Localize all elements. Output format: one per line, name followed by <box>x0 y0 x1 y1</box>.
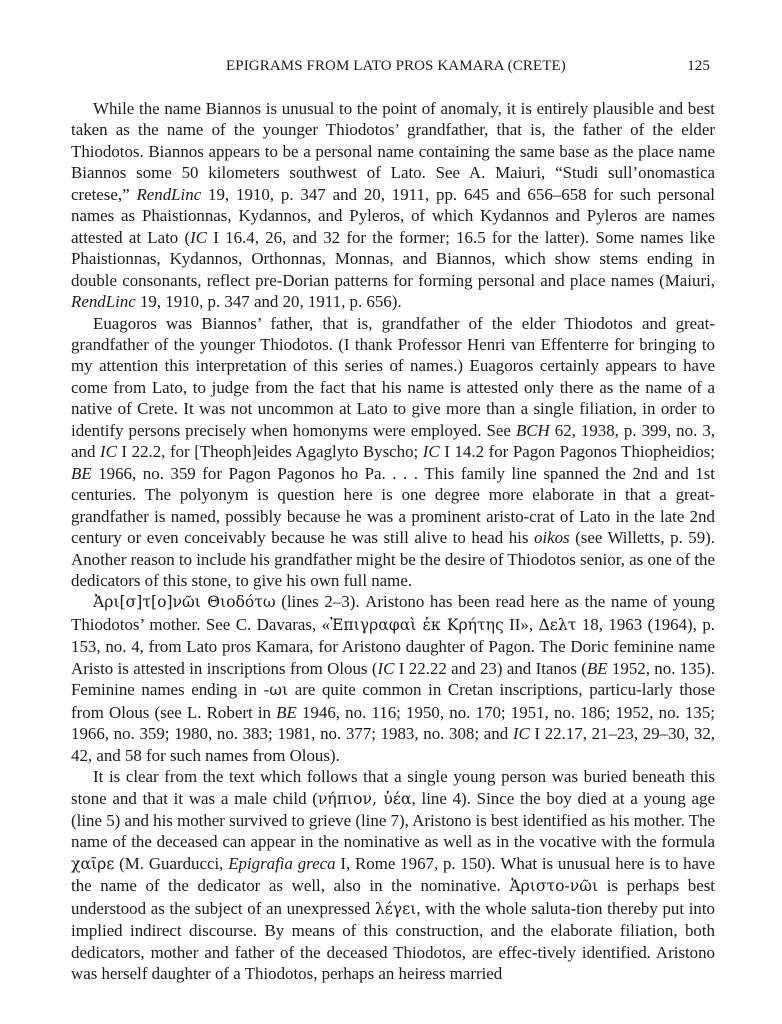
text-run: I 22.2, for [Theoph]eides Agaglyto Byscho; <box>116 442 423 462</box>
text-run: , line 4). Since the boy died at a young age (line 5) and his mother survived to grieve (line 7), Aristono is best identified as his mother. The name of the deceased can appear in the nominative as well as in the vocative with the formula <box>71 788 715 852</box>
italic-run: RendLinc <box>136 184 202 204</box>
greek-run: χαῖρε <box>71 854 115 873</box>
italic-run: RendLinc <box>71 292 136 312</box>
text-run: 1946, no. 116; 1950, no. 170; 1951, no. 186; 1952, no. 135; 1966, no. 359; 1980, no. 383; 1981, no. 377; 1983, no. 308; and <box>71 702 715 744</box>
text-run: I 22.22 and 23) and Itanos ( <box>394 658 587 678</box>
text-run: is perhaps best understood as the subject of an unexpressed <box>71 876 715 918</box>
text-run: , with the whole saluta-tion thereby put into implied indirect discourse. By means of this construction, and the elaborate filiation, both dedicators, mother and father of the deceased Thiodotos, are effec-tively identified. Aristono was herself daughter of a Thiodotos, perhaps an heiress married <box>71 898 715 984</box>
paragraph-euagoros <box>71 313 715 592</box>
text-run: (M. Guarducci, <box>114 853 229 873</box>
text-run: While the name Biannos is unusual to the point of anomaly, it is entirely plausible and best taken as the name of the younger Thiodotos’ grandfather, that is, the father of the elder Thiodotos. Biannos appears to be a personal name containing the same base as the place name Biannos some 50 kilometers southwest of Lato. See A. Maiuri, “Studi sull’onomastica cretese,” <box>71 99 715 204</box>
greek-run: Δελτ <box>538 615 577 634</box>
greek-run: ωι <box>269 681 289 700</box>
italic-run: IC <box>377 658 395 678</box>
text-run: 1966, no. 359 for Pagon Pagonos ho Pa. . . . This family line spanned the 2nd and 1st centuries. The polyonym is question here is one degree more elaborate in that a great-grandfather is named, possibly because he was a prominent aristo-crat of Lato in the late 2nd century or even conceivably because he was still alive to head his <box>71 463 715 548</box>
text-run: II», <box>503 614 539 634</box>
paragraph-biannos <box>71 98 715 313</box>
greek-run: Ἐπιγραφαὶ ἐκ Κρήτης <box>330 615 504 634</box>
italic-run: BE <box>276 702 297 722</box>
greek-run: Ἀριστο-νῶι <box>509 877 599 896</box>
italic-run: BE <box>586 658 608 678</box>
text-run: I, Rome 1967, p. 150). What is unusual here is to have the name of the dedicator as well, also in the nominative. <box>71 853 715 896</box>
italic-run: Epigrafia greca <box>228 853 336 873</box>
text-run: are quite common in Cretan inscriptions, particu-larly those from Olous (see L. Robert in <box>71 680 715 722</box>
text-run: I 14.2 for Pagon Pagonos Thiopheidios; <box>439 442 715 462</box>
paragraph-aristono <box>71 591 715 766</box>
text-run: 19, 1910, p. 347 and 20, 1911, p. 656). <box>135 292 402 312</box>
text-run: I 22.17, 21–23, 29–30, 32, 42, and 58 for such names from Olous). <box>71 724 715 765</box>
text-run: It is clear from the text which follows that a single young person was buried beneath this stone and that it was a male child ( <box>71 767 715 808</box>
text-run: 18, 1963 (1964), p. 153, no. 4, from Lato pros Kamara, for Aristono daughter of Pagon. The Doric feminine name Aristo is attested in inscriptions from Olous ( <box>71 614 715 678</box>
text-run: 62, 1938, p. 399, no. 3, and <box>71 420 715 462</box>
text-run: (see Willetts, p. 59). Another reason to include his grandfather might be the desire of Thiodotos senior, as one of the dedicators of this stone, to give his own full name. <box>71 528 715 590</box>
italic-run: IC <box>190 227 208 247</box>
text-run: I 16.4, 26, and 32 for the former; 16.5 for the latter). Some names like Phaistionnas, Kydannos, Orthonnas, Monnas, and Biannos, which show stems ending in double consonants, reflect pre-Dorian patterns for forming personal and place names (Maiuri, <box>71 227 715 290</box>
italic-run: IC <box>512 724 530 744</box>
page-number: 125 <box>687 58 710 74</box>
italic-run: oikos <box>533 528 570 548</box>
italic-run: BE <box>71 463 92 483</box>
running-header <box>70 58 710 82</box>
text-run: 1952, no. 135). Feminine names ending in - <box>71 658 715 700</box>
paragraph-deceased-child <box>71 766 715 985</box>
italic-run: BCH <box>515 420 550 440</box>
text-run: Euagoros was Biannos’ father, that is, grandfather of the elder Thiodotos and great-grandfather of the younger Thiodotos. (I thank Professor Henri van Effenterre for bringing to my attention this interpretation of this series of names.) Euagoros certainly appears to have come from Lato, to judge from the fact that his name is attested only there as the name of a native of Crete. It was not uncommon at Lato to give more than a single filiation, in order to identify persons precisely when homonyms were employed. See <box>71 313 715 440</box>
body-text <box>71 98 715 985</box>
italic-run: IC <box>422 442 440 462</box>
text-run: 19, 1910, p. 347 and 20, 1911, pp. 645 and 656–658 for such personal names as Phaistionnas, Kydannos, and Pyleros, of which Kydannos and Pyleros are names attested at Lato ( <box>71 184 715 247</box>
running-title: EPIGRAMS FROM LATO PROS KAMARA (CRETE) <box>226 58 566 74</box>
greek-run: νήπιον, ὑέα <box>317 789 412 808</box>
italic-run: IC <box>99 442 117 462</box>
text-run: (lines 2–3). Aristono has been read here as the name of young Thiodotos’ mother. See C. Davaras, « <box>71 592 715 634</box>
greek-run: λέγει <box>374 899 417 918</box>
greek-run: Ἀρι[σ]τ[ο]νῶι Θιοδότω <box>93 593 276 612</box>
